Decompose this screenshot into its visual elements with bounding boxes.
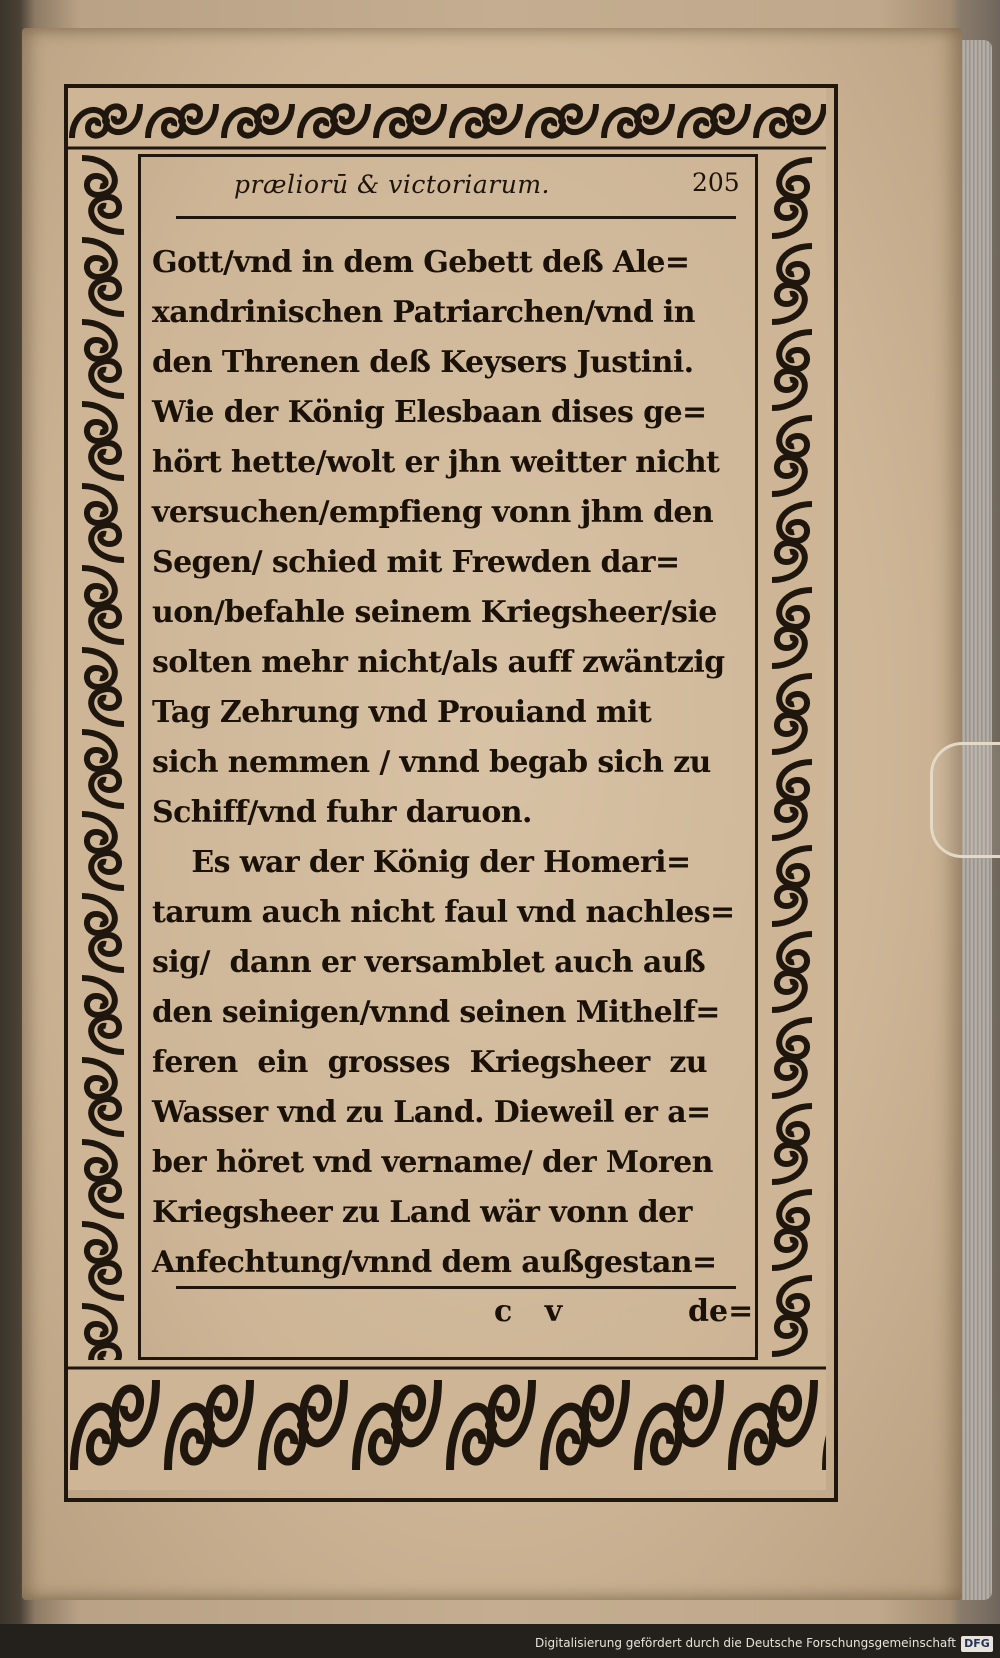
- text-line: sich nemmen / vnnd begab sich zu: [152, 745, 711, 780]
- header-rule: [176, 216, 736, 219]
- text-line: sig/ dann er versamblet auch auß: [152, 945, 706, 980]
- dfg-logo-icon: DFG: [961, 1636, 993, 1652]
- ornament-top-icon: [68, 88, 826, 154]
- text-line: hört hette/wolt er jhn weitter nicht: [152, 445, 720, 480]
- text-line: Es war der König der Homeri=: [152, 845, 691, 880]
- text-line: den seinigen/vnnd seinen Mithelf=: [152, 995, 720, 1030]
- text-line: Tag Zehrung vnd Prouiand mit: [152, 695, 652, 730]
- text-line: Anfechtung/vnnd dem außgestan=: [152, 1245, 717, 1280]
- body-text: [152, 238, 740, 1288]
- ornament-bottom-icon: [68, 1360, 826, 1490]
- text-line: Segen/ schied mit Frewden dar=: [152, 545, 680, 580]
- text-line: feren ein grosses Kriegsheer zu: [152, 1045, 707, 1080]
- text-line: Gott/vnd in dem Gebett deß Ale=: [152, 245, 690, 280]
- book-clasp: [930, 742, 1000, 858]
- text-line: uon/befahle seinem Kriegsheer/sie: [152, 595, 717, 630]
- text-line: Kriegsheer zu Land wär vonn der: [152, 1195, 692, 1230]
- text-line: den Threnen deß Keysers Justini.: [152, 345, 694, 380]
- funding-credit: Digitalisierung gefördert durch die Deutsche Forschungsgemeinschaft: [534, 1636, 956, 1650]
- catchword: de=: [688, 1294, 754, 1329]
- text-line: tarum auch nicht faul vnd nachles=: [152, 895, 735, 930]
- text-line: versuchen/empfieng vonn jhm den: [152, 495, 714, 530]
- signature-mark: c v: [494, 1294, 563, 1329]
- text-line: Wie der König Elesbaan dises ge=: [152, 395, 707, 430]
- running-head: præliorū & victoriarum.: [234, 170, 550, 199]
- text-line: xandrinischen Patriarchen/vnd in: [152, 295, 695, 330]
- ornament-right-icon: [758, 154, 826, 1360]
- page-number: 205: [692, 168, 740, 197]
- text-line: Schiff/vnd fuhr daruon.: [152, 795, 532, 830]
- ornament-left-icon: [68, 154, 138, 1360]
- footer-rule: [176, 1286, 736, 1289]
- text-line: ber höret vnd vername/ der Moren: [152, 1145, 713, 1180]
- text-line: Wasser vnd zu Land. Dieweil er a=: [152, 1095, 711, 1130]
- text-line: solten mehr nicht/als auff zwäntzig: [152, 645, 725, 680]
